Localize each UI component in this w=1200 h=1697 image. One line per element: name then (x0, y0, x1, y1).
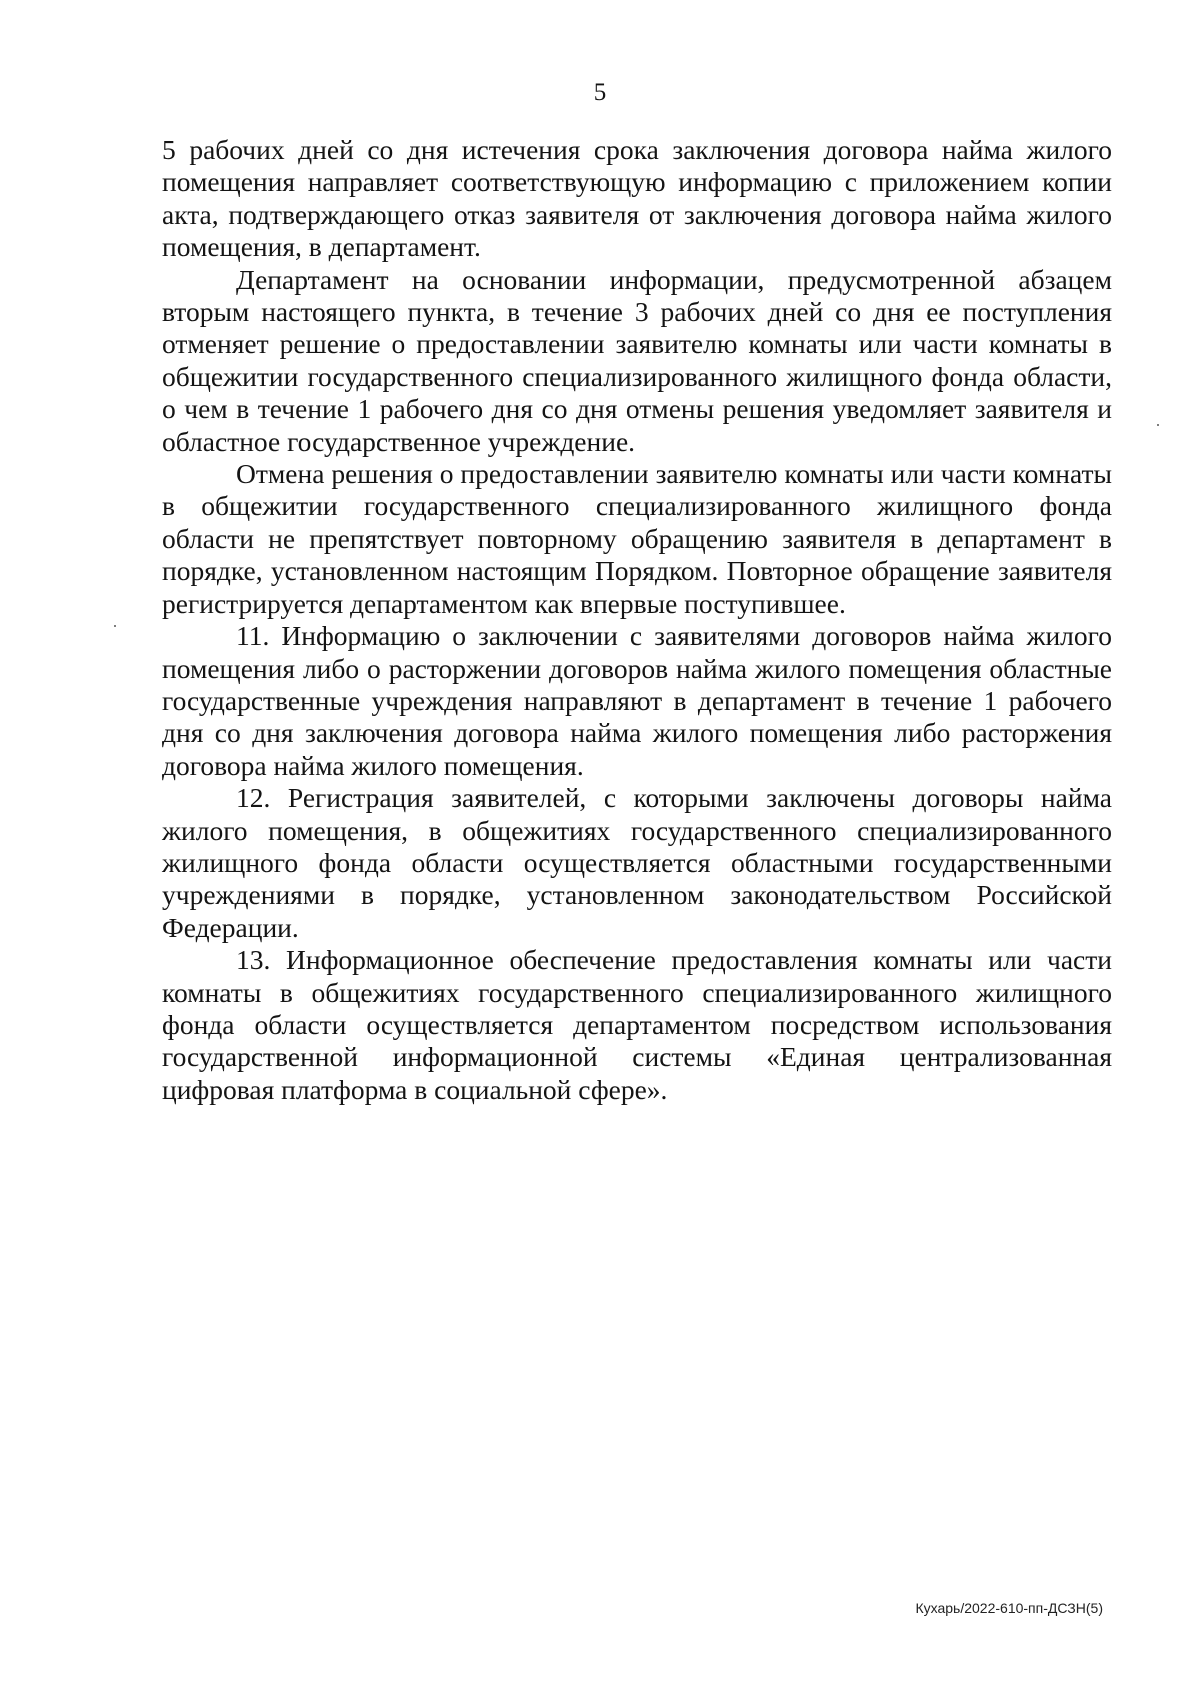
page-number: 5 (593, 79, 607, 106)
scan-speck (1157, 424, 1159, 426)
paragraph-department-cancellation: Департамент на основании информации, предусмотренной абзацем вторым настоящего пункта, в течение 3 рабочих дней со дня ее поступления отменяет решение о предоставлении заявителю комнаты или части комнаты в общежитии государственного специализированного жилищного фонда области, о чем в течение 1 рабочего дня со дня отмены решения уведомляет заявителя и областное государственное учреждение. (162, 263, 1112, 457)
paragraph-repeat-application: Отмена решения о предоставлении заявителю комнаты или части комнаты в общежитии государственного специализированного жилищного фонда области не препятствует повторному обращению заявителя в департамент в порядке, установленном настоящим Порядком. Повторное обращение заявителя регистрируется департаментом как впервые поступившее. (162, 458, 1112, 619)
paragraph-item-13: 13. Информационное обеспечение предоставления комнаты или части комнаты в общежитиях государственного специализированного жилищного фонда области осуществляется департаментом посредством использования государственной информационной системы «Единая централизованная цифровая платформа в социальной сфере». (162, 944, 1112, 1105)
document-reference-code: Кухарь/2022-610-пп-ДСЗН(5) (915, 1600, 1103, 1616)
document-body (162, 134, 1112, 1106)
scan-speck (114, 625, 116, 627)
paragraph-continuation: 5 рабочих дней со дня истечения срока заключения договора найма жилого помещения направляет соответствующую информацию с приложением копии акта, подтверждающего отказ заявителя от заключения договора найма жилого помещения, в департамент. (162, 134, 1112, 263)
paragraph-item-12: 12. Регистрация заявителей, с которыми заключены договоры найма жилого помещения, в общежитиях государственного специализированного жилищного фонда области осуществляется областными государственными учреждениями в порядке, установленном законодательством Российской Федерации. (162, 782, 1112, 943)
paragraph-item-11: 11. Информацию о заключении с заявителями договоров найма жилого помещения либо о расторжении договоров найма жилого помещения областные государственные учреждения направляют в департамент в течение 1 рабочего дня со дня заключения договора найма жилого помещения либо расторжения договора найма жилого помещения. (162, 620, 1112, 781)
